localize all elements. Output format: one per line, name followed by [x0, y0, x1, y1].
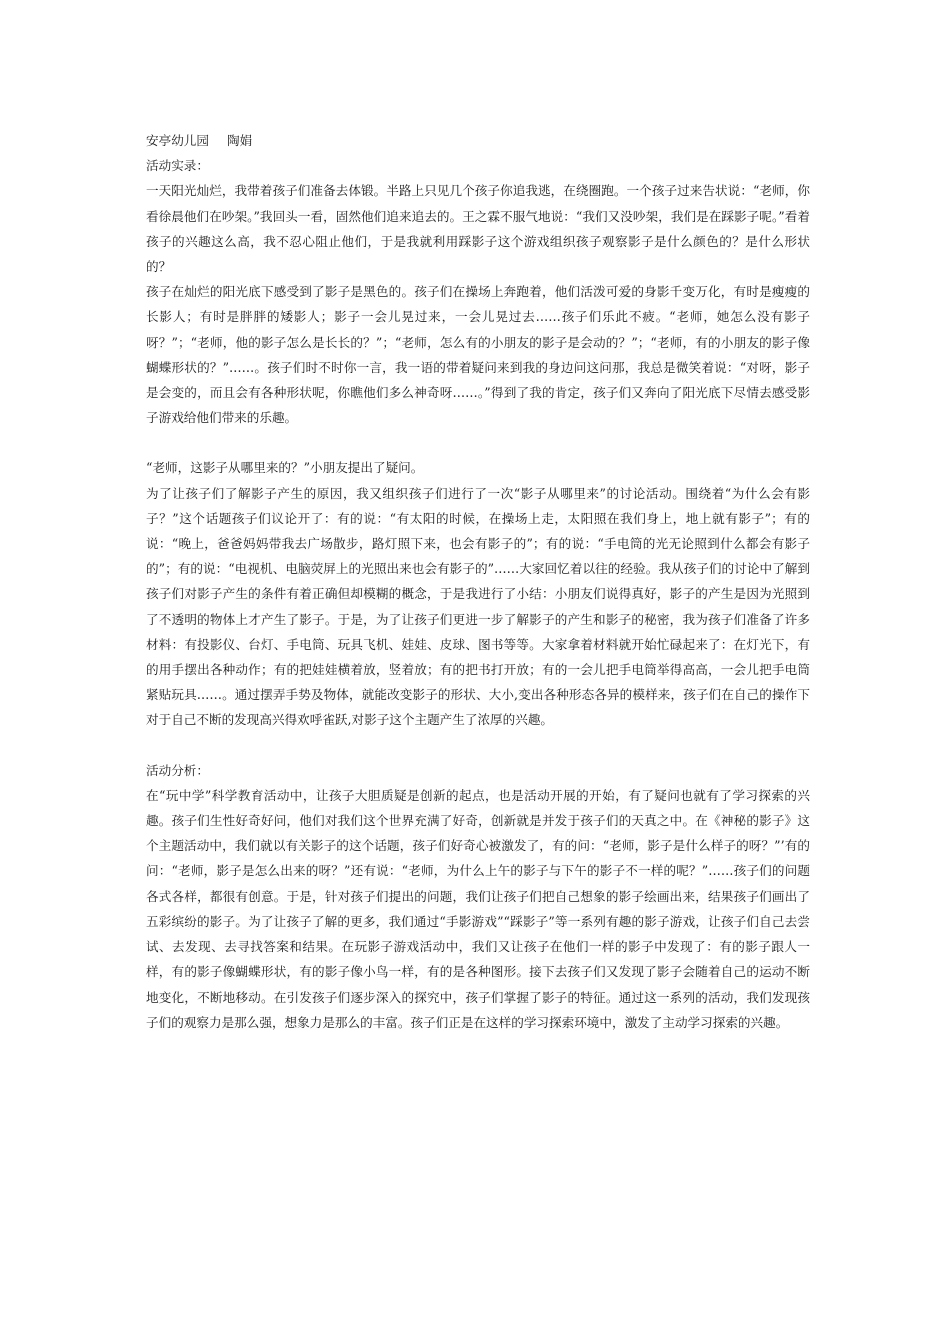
- author-name: 陶娟: [226, 133, 253, 148]
- section-heading-analysis: 活动分析：: [146, 762, 209, 778]
- section-heading-record: 活动实录：: [146, 158, 209, 174]
- byline: [146, 128, 810, 153]
- paragraph: 在“玩中学”科学教育活动中，让孩子大胆质疑是创新的起点，也是活动开展的开始，有了疑问也就有了学习探索的兴趣。孩子们生性好奇好问，他们对我们这个世界充满了好奇，创新就是并发于孩子们的天真之中。在《神秘的影子》这个主题活动中，我们就以有关影子的这个话题，孩子们好奇心被激发了，有的问：“老师，影子是什么样子的呀？”’有的问：“老师，影子是怎么出来的呀？”还有说：“老师，为什么上午的影子与下午的影子不一样的呢？”……孩子们的问题各式各样，都很有创意。于是，针对孩子们提出的问题，我们让孩子们把自己想象的影子绘画出来，结果孩子们画出了五彩缤纷的影子。为了让孩子了解的更多，我们通过“手影游戏”“踩影子”等一系列有趣的影子游戏，让孩子们自己去尝试、去发现、去寻找答案和结果。在玩影子游戏活动中，我们又让孩子在他们一样的影子中发现了：有的影子跟人一样，有的影子像蝴蝶形状，有的影子像小鸟一样，有的是各种图形。接下去孩子们又发现了影子会随着自己的运动不断地变化，不断地移动。在引发孩子们逐步深入的探究中，孩子们掌握了影子的特征。通过这一系列的活动，我们发现孩子们的观察力是那么强，想象力是那么的丰富。孩子们正是在这样的学习探索环境中，激发了主动学习探索的兴趣。: [146, 787, 810, 1030]
- paragraph: 一天阳光灿烂，我带着孩子们准备去体锻。半路上只见几个孩子你追我逃，在绕圈跑。一个孩子过来告状说：“老师，你看徐晨他们在吵架。”我回头一看，固然他们追来追去的。王之霖不服气地说：“我们又没吵架，我们是在踩影子呢。”看着孩子的兴趣这么高，我不忍心阻止他们，于是我就利用踩影子这个游戏组织孩子观察影子是什么颜色的？是什么形状的？: [146, 183, 810, 275]
- paragraph: “老师，这影子从哪里来的？”小朋友提出了疑问。: [146, 460, 424, 476]
- blank-line: [146, 430, 810, 455]
- school-name: 安亭幼儿园: [146, 133, 209, 148]
- blank-line: [146, 733, 810, 758]
- paragraph: 孩子在灿烂的阳光底下感受到了影子是黑色的。孩子们在操场上奔跑着，他们活泼可爱的身影千变万化，有时是瘦瘦的长影人；有时是胖胖的矮影人；影子一会儿晃过来，一会儿晃过去……孩子们乐此不疲。“老师，她怎么没有影子呀？”；“老师，他的影子怎么是长长的？”；“老师，怎么有的小朋友的影子是会动的？”；“老师，有的小朋友的影子像蝴蝶形状的？”……。孩子们时不时你一言，我一语的带着疑问来到我的身边问这问那，我总是微笑着说：“对呀，影子是会变的，而且会有各种形状呢，你瞧他们多么神奇呀……。”得到了我的肯定，孩子们又奔向了阳光底下尽情去感受影子游戏给他们带来的乐趣。: [146, 284, 810, 426]
- paragraph: 为了让孩子们了解影子产生的原因，我又组织孩子们进行了一次“影子从哪里来”的讨论活动。围绕着“为什么会有影子？”这个话题孩子们议论开了：有的说：“有太阳的时候，在操场上走，太阳照在我们身上，地上就有影子”；有的说：“晚上，爸爸妈妈带我去广场散步，路灯照下来，也会有影子的”；有的说：“手电筒的光无论照到什么都会有影子的”；有的说：“电视机、电脑荧屏上的光照出来也会有影子的”……大家回忆着以往的经验。我从孩子们的讨论中了解到孩子们对影子产生的条件有着正确但却模糊的概念，于是我进行了小结：小朋友们说得真好，影子的产生是因为光照到了不透明的物体上才产生了影子。于是，为了让孩子们更进一步了解影子的产生和影子的秘密，我为孩子们准备了许多材料：有投影仪、台灯、手电筒、玩具飞机、娃娃、皮球、图书等等。大家拿着材料就开始忙碌起来了：在灯光下，有的用手摆出各种动作；有的把娃娃横着放，竖着放；有的把书打开放；有的一会儿把手电筒举得高高，一会儿把手电筒紧贴玩具……。通过摆弄手势及物体，就能改变影子的形状、大小,变出各种形态各异的模样来，孩子们在自己的操作下对于自己不断的发现高兴得欢呼雀跃,对影子这个主题产生了浓厚的兴趣。: [146, 485, 810, 728]
- document-body: [146, 128, 810, 1035]
